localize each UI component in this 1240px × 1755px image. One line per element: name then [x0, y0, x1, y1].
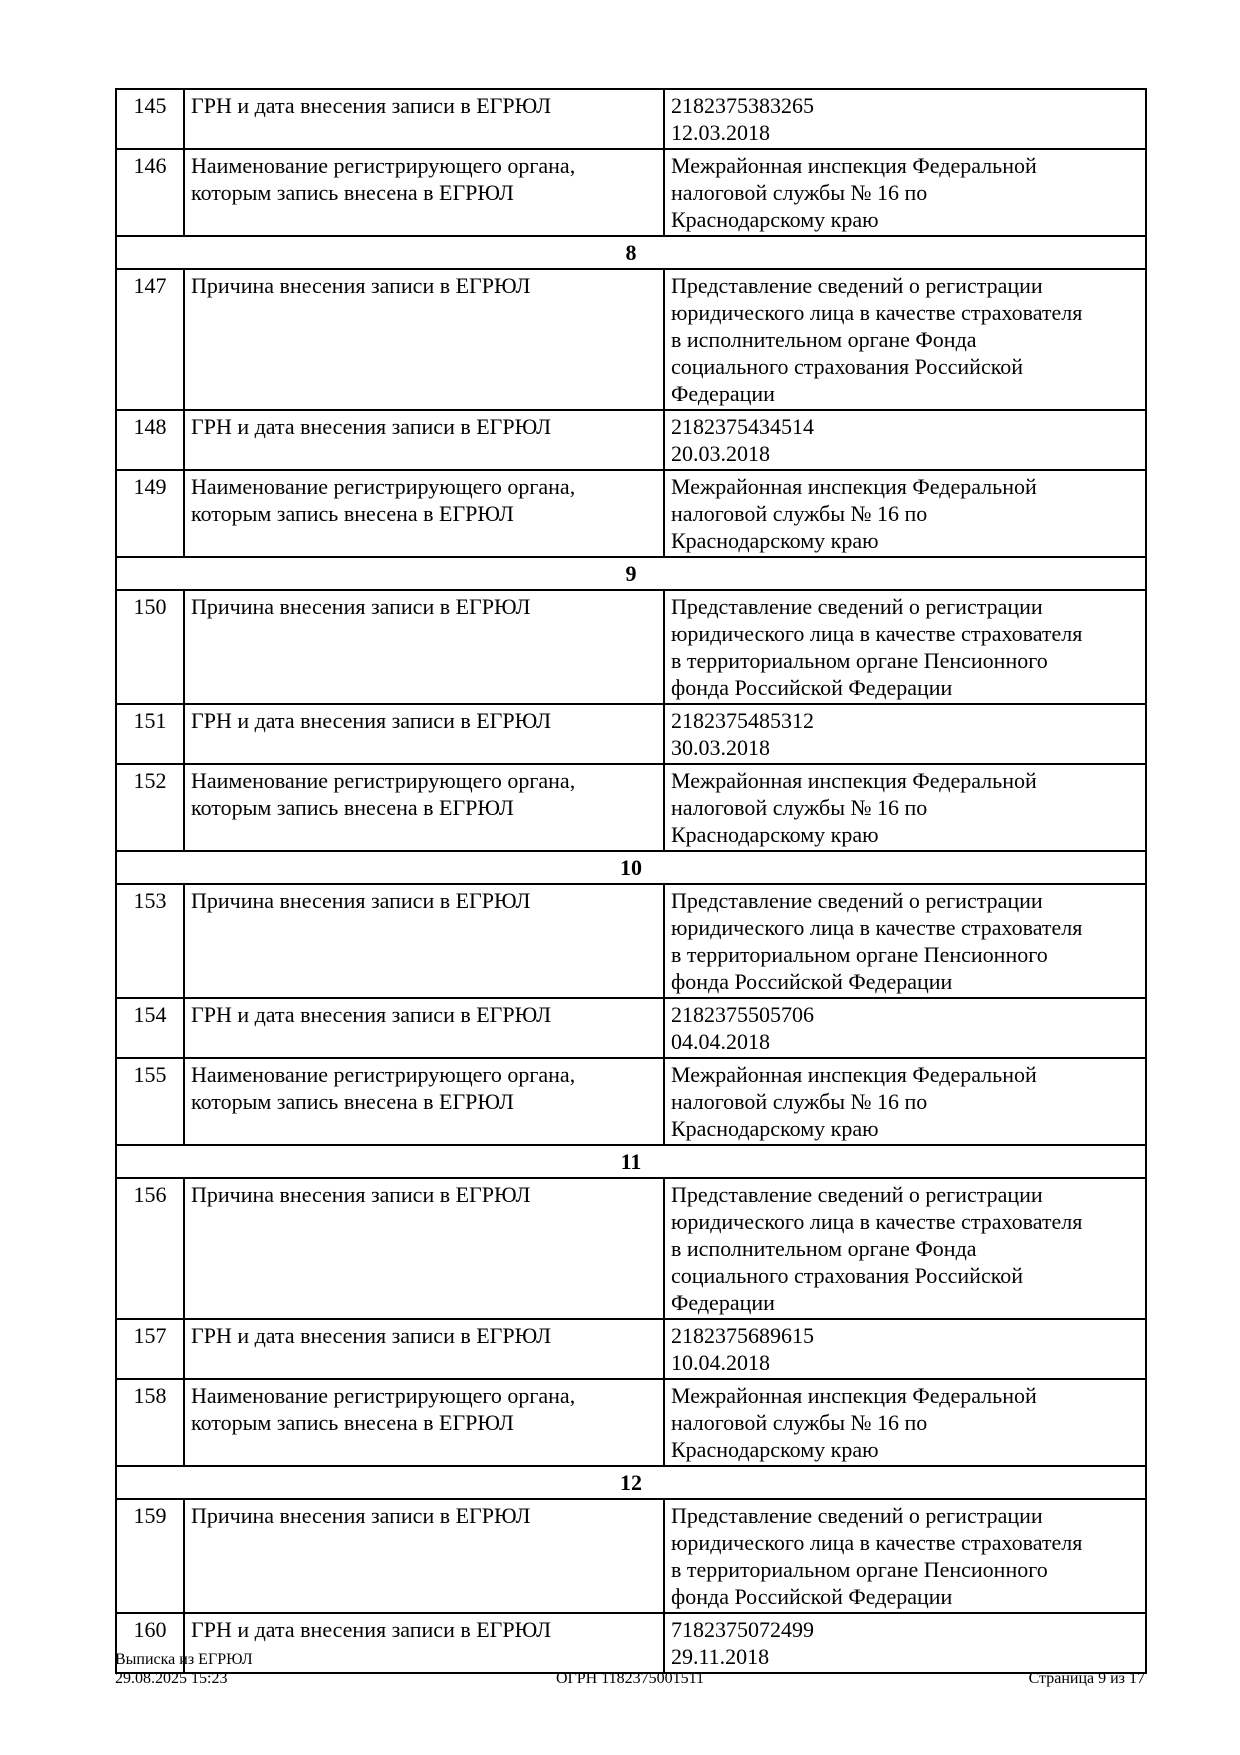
value-line: юридического лица в качестве страхователя [671, 1209, 1083, 1234]
value-line: Краснодарскому краю [671, 528, 879, 553]
record-number: 149 [116, 470, 184, 557]
value-line: Представление сведений о регистрации [671, 273, 1043, 298]
value-line: в исполнительном органе Фонда [671, 1236, 977, 1261]
value-line: 7182375072499 [671, 1617, 814, 1642]
field-label: Наименование регистрирующего органа, которым запись внесена в ЕГРЮЛ [184, 1379, 664, 1466]
record-number: 155 [116, 1058, 184, 1145]
value-line: 04.04.2018 [671, 1029, 770, 1054]
value-line: в территориальном органе Пенсионного [671, 942, 1048, 967]
value-line: юридического лица в качестве страхователя [671, 1530, 1083, 1555]
record-number: 147 [116, 269, 184, 410]
value-line: социального страхования Российской [671, 354, 1024, 379]
value-line: налоговой службы № 16 по [671, 1089, 928, 1114]
field-value [664, 1379, 1146, 1466]
record-number: 150 [116, 590, 184, 704]
field-value [664, 704, 1146, 764]
value-line: 2182375689615 [671, 1323, 814, 1348]
table-row [116, 590, 1146, 704]
field-label: ГРН и дата внесения записи в ЕГРЮЛ [184, 1613, 664, 1673]
record-number: 158 [116, 1379, 184, 1466]
field-label: ГРН и дата внесения записи в ЕГРЮЛ [184, 89, 664, 149]
value-line: 2182375485312 [671, 708, 814, 733]
value-line: налоговой службы № 16 по [671, 180, 928, 205]
value-line: налоговой службы № 16 по [671, 501, 928, 526]
footer-doc-type: Выписка из ЕГРЮЛ [115, 1651, 253, 1668]
value-line: 29.11.2018 [671, 1644, 770, 1669]
field-value [664, 1058, 1146, 1145]
record-number: 157 [116, 1319, 184, 1379]
field-label: Наименование регистрирующего органа, которым запись внесена в ЕГРЮЛ [184, 1058, 664, 1145]
field-label: Причина внесения записи в ЕГРЮЛ [184, 269, 664, 410]
value-line: в территориальном органе Пенсионного [671, 648, 1048, 673]
field-value [664, 1499, 1146, 1613]
value-line: Представление сведений о регистрации [671, 888, 1043, 913]
record-number: 154 [116, 998, 184, 1058]
section-number: 10 [116, 851, 1146, 884]
field-label: Причина внесения записи в ЕГРЮЛ [184, 1499, 664, 1613]
table-row [116, 470, 1146, 557]
egrul-table-body [116, 89, 1146, 1673]
value-line: Межрайонная инспекция Федеральной [671, 1062, 1037, 1087]
record-number: 156 [116, 1178, 184, 1319]
value-line: 30.03.2018 [671, 735, 770, 760]
field-value [664, 1178, 1146, 1319]
table-row [116, 89, 1146, 149]
value-line: в исполнительном органе Фонда [671, 327, 977, 352]
section-number: 8 [116, 236, 1146, 269]
field-label: ГРН и дата внесения записи в ЕГРЮЛ [184, 704, 664, 764]
field-label: ГРН и дата внесения записи в ЕГРЮЛ [184, 410, 664, 470]
field-label: ГРН и дата внесения записи в ЕГРЮЛ [184, 998, 664, 1058]
table-row [116, 149, 1146, 236]
section-header-row [116, 1145, 1146, 1178]
value-line: юридического лица в качестве страхователя [671, 621, 1083, 646]
section-header-row [116, 1466, 1146, 1499]
record-number: 160 [116, 1613, 184, 1673]
field-label: ГРН и дата внесения записи в ЕГРЮЛ [184, 1319, 664, 1379]
value-line: Федерации [671, 381, 775, 406]
value-line: фонда Российской Федерации [671, 675, 953, 700]
table-row [116, 269, 1146, 410]
value-line: налоговой службы № 16 по [671, 795, 928, 820]
table-row [116, 764, 1146, 851]
egrul-records-table [115, 88, 1147, 1674]
value-line: юридического лица в качестве страхователя [671, 915, 1083, 940]
section-header-row [116, 236, 1146, 269]
value-line: 12.03.2018 [671, 120, 770, 145]
table-row [116, 1058, 1146, 1145]
value-line: Краснодарскому краю [671, 822, 879, 847]
value-line: Межрайонная инспекция Федеральной [671, 474, 1037, 499]
record-number: 152 [116, 764, 184, 851]
footer-ogrn: ОГРН 1182375001511 [555, 1670, 705, 1687]
value-line: 10.04.2018 [671, 1350, 770, 1375]
value-line: Представление сведений о регистрации [671, 1503, 1043, 1528]
value-line: в территориальном органе Пенсионного [671, 1557, 1048, 1582]
value-line: 20.03.2018 [671, 441, 770, 466]
value-line: Межрайонная инспекция Федеральной [671, 153, 1037, 178]
field-label: Причина внесения записи в ЕГРЮЛ [184, 1178, 664, 1319]
value-line: Краснодарскому краю [671, 1437, 879, 1462]
field-label: Причина внесения записи в ЕГРЮЛ [184, 884, 664, 998]
field-value [664, 764, 1146, 851]
field-value [664, 89, 1146, 149]
footer-generated-datetime: 29.08.2025 15:23 [115, 1670, 228, 1687]
field-value [664, 149, 1146, 236]
section-header-row [116, 557, 1146, 590]
section-number: 12 [116, 1466, 1146, 1499]
table-row [116, 884, 1146, 998]
footer-page-number: Страница 9 из 17 [1028, 1670, 1145, 1687]
page-footer [115, 1650, 1145, 1690]
value-line: Краснодарскому краю [671, 1116, 879, 1141]
section-number: 11 [116, 1145, 1146, 1178]
value-line: юридического лица в качестве страхователя [671, 300, 1083, 325]
value-line: социального страхования Российской [671, 1263, 1024, 1288]
table-row [116, 1499, 1146, 1613]
table-row [116, 1319, 1146, 1379]
record-number: 159 [116, 1499, 184, 1613]
record-number: 151 [116, 704, 184, 764]
field-label: Наименование регистрирующего органа, которым запись внесена в ЕГРЮЛ [184, 764, 664, 851]
field-label: Наименование регистрирующего органа, которым запись внесена в ЕГРЮЛ [184, 470, 664, 557]
value-line: Межрайонная инспекция Федеральной [671, 1383, 1037, 1408]
value-line: Представление сведений о регистрации [671, 1182, 1043, 1207]
value-line: налоговой службы № 16 по [671, 1410, 928, 1435]
record-number: 145 [116, 89, 184, 149]
value-line: Представление сведений о регистрации [671, 594, 1043, 619]
field-value [664, 470, 1146, 557]
field-label: Наименование регистрирующего органа, которым запись внесена в ЕГРЮЛ [184, 149, 664, 236]
field-value [664, 269, 1146, 410]
value-line: фонда Российской Федерации [671, 969, 953, 994]
value-line: 2182375505706 [671, 1002, 814, 1027]
value-line: фонда Российской Федерации [671, 1584, 953, 1609]
field-value [664, 1319, 1146, 1379]
value-line: Краснодарскому краю [671, 207, 879, 232]
section-number: 9 [116, 557, 1146, 590]
field-label: Причина внесения записи в ЕГРЮЛ [184, 590, 664, 704]
record-number: 148 [116, 410, 184, 470]
table-row [116, 998, 1146, 1058]
field-value [664, 998, 1146, 1058]
table-row [116, 1178, 1146, 1319]
value-line: 2182375383265 [671, 93, 814, 118]
field-value [664, 410, 1146, 470]
field-value [664, 884, 1146, 998]
value-line: 2182375434514 [671, 414, 814, 439]
section-header-row [116, 851, 1146, 884]
table-row [116, 704, 1146, 764]
record-number: 146 [116, 149, 184, 236]
value-line: Межрайонная инспекция Федеральной [671, 768, 1037, 793]
field-value [664, 590, 1146, 704]
record-number: 153 [116, 884, 184, 998]
value-line: Федерации [671, 1290, 775, 1315]
table-row [116, 410, 1146, 470]
table-row [116, 1379, 1146, 1466]
